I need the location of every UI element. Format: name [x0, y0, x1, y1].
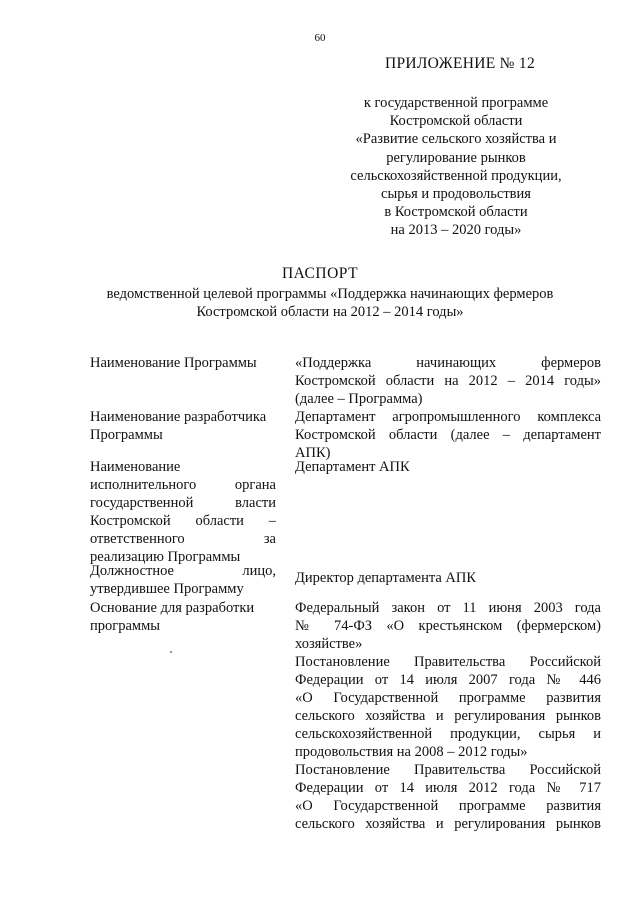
- row-label: [90, 562, 276, 598]
- label-line: программы: [90, 618, 160, 634]
- label-line: ответственного за: [90, 531, 276, 547]
- value-line: сельского хозяйства и регулирования рынков: [295, 708, 601, 724]
- appendix-ref-line: Костромской области: [389, 113, 523, 130]
- scan-speck: [170, 651, 172, 653]
- value-line: Директор департамента АПК: [295, 570, 477, 586]
- value-line: (далее – Программа): [295, 391, 423, 407]
- appendix-reference: [322, 94, 590, 240]
- value-line: № 74-ФЗ «О крестьянском (фермерском): [295, 618, 601, 634]
- row-value: [295, 458, 601, 476]
- value-line: Федерации от 14 июля 2012 года № 717: [295, 780, 601, 796]
- passport-subtitle-line: ведомственной целевой программы «Поддержка начинающих фермеров: [106, 286, 554, 302]
- appendix-ref-line: регулирование рынков: [386, 149, 526, 166]
- passport-subtitle: [80, 286, 580, 321]
- label-line: реализацию Программы: [90, 549, 241, 565]
- label-line: утвердившее Программу: [90, 581, 244, 597]
- value-line: «О Государственной программе развития: [295, 690, 601, 706]
- label-line: Основание для разработки: [90, 600, 255, 616]
- label-line: Наименование: [90, 459, 181, 475]
- label-line: Наименование разработчика: [90, 409, 267, 425]
- value-line: сельского хозяйства и регулирования рынков: [295, 816, 601, 832]
- label-line: государственной власти: [90, 495, 276, 511]
- row-value: [295, 354, 601, 408]
- row-value: [295, 569, 601, 587]
- label-line: Должностное лицо,: [90, 563, 276, 579]
- value-line: АПК): [295, 445, 331, 461]
- value-line: Постановление Правительства Российской: [295, 762, 601, 778]
- row-value: [295, 599, 601, 833]
- value-line: продовольствия на 2008 – 2012 годы»: [295, 744, 528, 760]
- value-line: сельскохозяйственной продукции, сырья и: [295, 726, 601, 742]
- value-line: Костромской области на 2012 – 2014 годы»: [295, 373, 601, 389]
- passport-title: ПАСПОРТ: [281, 265, 359, 282]
- appendix-ref-line: в Костромской области: [384, 204, 528, 221]
- appendix-title: ПРИЛОЖЕНИЕ № 12: [384, 55, 536, 72]
- row-label: [90, 408, 276, 444]
- appendix-ref-line: на 2013 – 2020 годы»: [390, 222, 522, 239]
- appendix-ref-line: сырья и продовольствия: [381, 186, 531, 203]
- page-number: 60: [314, 32, 326, 44]
- label-line: исполнительного органа: [90, 477, 276, 493]
- appendix-ref-line: к государственной программе: [363, 95, 549, 111]
- passport-subtitle-line: Костромской области на 2012 – 2014 годы»: [196, 303, 464, 320]
- row-label: [90, 354, 276, 372]
- value-line: Департамент агропромышленного комплекса: [295, 409, 601, 425]
- value-line: Постановление Правительства Российской: [295, 654, 601, 670]
- value-line: хозяйстве»: [295, 636, 363, 652]
- appendix-ref-line: сельскохозяйственной продукции,: [350, 167, 562, 184]
- row-value: [295, 408, 601, 462]
- label-line: Программы: [90, 427, 163, 443]
- value-line: Федерации от 14 июля 2007 года № 446: [295, 672, 601, 688]
- appendix-ref-line: «Развитие сельского хозяйства и: [355, 131, 557, 148]
- row-label: [90, 599, 276, 635]
- value-line: «О Государственной программе развития: [295, 798, 601, 814]
- label-line: Костромской области –: [90, 513, 276, 529]
- value-line: Департамент АПК: [295, 459, 410, 475]
- value-line: Костромской области (далее – департамент: [295, 427, 601, 443]
- label-line: Наименование Программы: [90, 355, 257, 371]
- row-label: [90, 458, 276, 566]
- value-line: «Поддержка начинающих фермеров: [295, 355, 601, 371]
- value-line: Федеральный закон от 11 июня 2003 года: [295, 600, 601, 616]
